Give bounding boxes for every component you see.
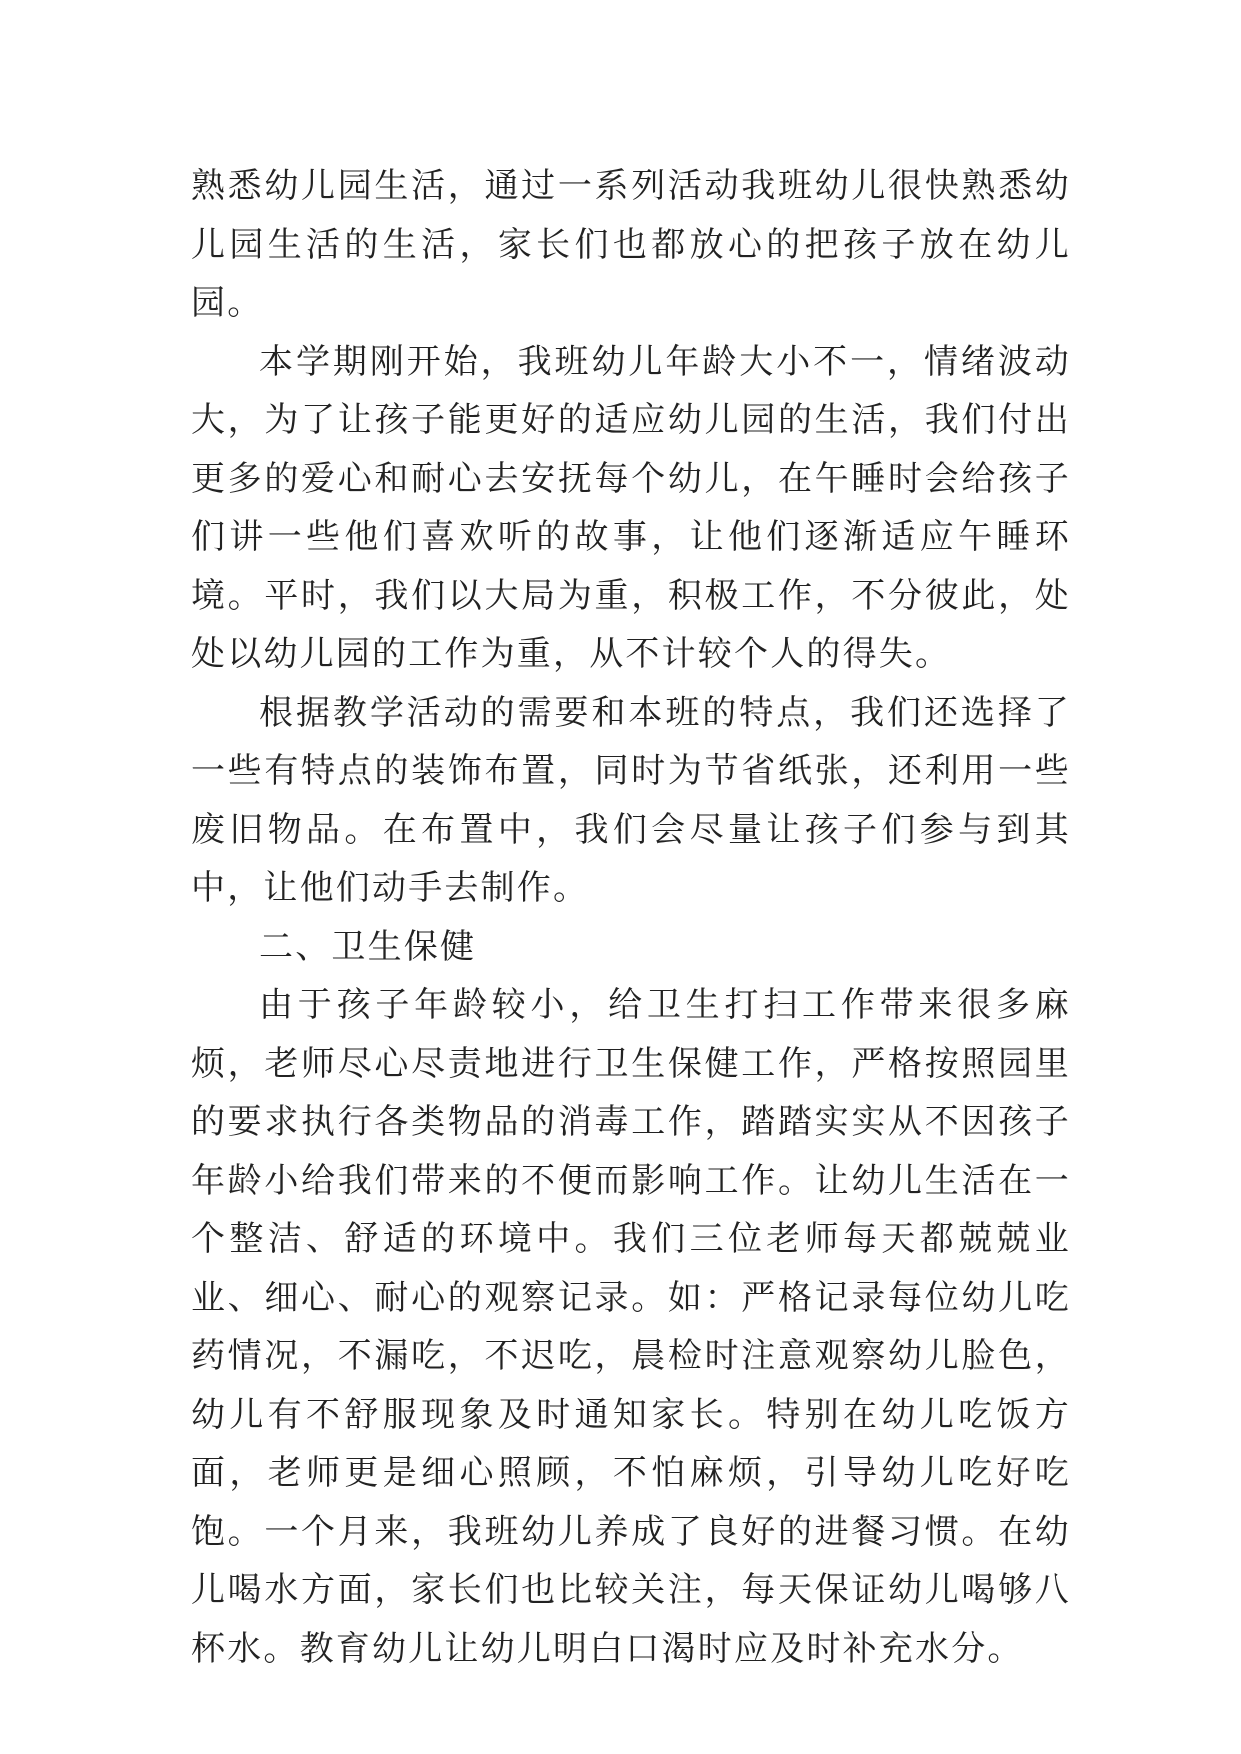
paragraph-health-care: 由于孩子年龄较小，给卫生打扫工作带来很多麻烦，老师尽心尽责地进行卫生保健工作，严格按照园里的要求执行各类物品的消毒工作，踏踏实实从不因孩子年龄小给我们带来的不便而影响工作。让幼儿生活在一个整洁、舒适的环境中。我们三位老师每天都兢兢业业、细心、耐心的观察记录。如：严格记录每位幼儿吃药情况，不漏吃，不迟吃，晨检时注意观察幼儿脸色，幼儿有不舒服现象及时通知家长。特别在幼儿吃饭方面，老师更是细心照顾，不怕麻烦，引导幼儿吃好吃饱。一个月来，我班幼儿养成了良好的进餐习惯。在幼儿喝水方面，家长们也比较关注，每天保证幼儿喝够八杯水。教育幼儿让幼儿明白口渴时应及时补充水分。 xyxy=(191,985,1071,1669)
paragraph-decoration: 根据教学活动的需要和本班的特点，我们还选择了一些有特点的装饰布置，同时为节省纸张，还利用一些废旧物品。在布置中，我们会尽量让孩子们参与到其中，让他们动手去制作。 xyxy=(191,692,1071,908)
paragraph-semester-start: 本学期刚开始，我班幼儿年龄大小不一，情绪波动大，为了让孩子能更好的适应幼儿园的生活，我们付出更多的爱心和耐心去安抚每个幼儿，在午睡时会给孩子们讲一些他们喜欢听的故事，让他们逐渐适应午睡环境。平时，我们以大局为重，积极工作，不分彼此，处处以幼儿园的工作为重，从不计较个人的得失。 xyxy=(191,341,1071,674)
document-body xyxy=(191,157,1071,1678)
paragraph-continued: 熟悉幼儿园生活，通过一系列活动我班幼儿很快熟悉幼儿园生活的生活，家长们也都放心的把孩子放在幼儿园。 xyxy=(191,166,1071,323)
section-heading-health: 二、卫生保健 xyxy=(259,926,477,967)
